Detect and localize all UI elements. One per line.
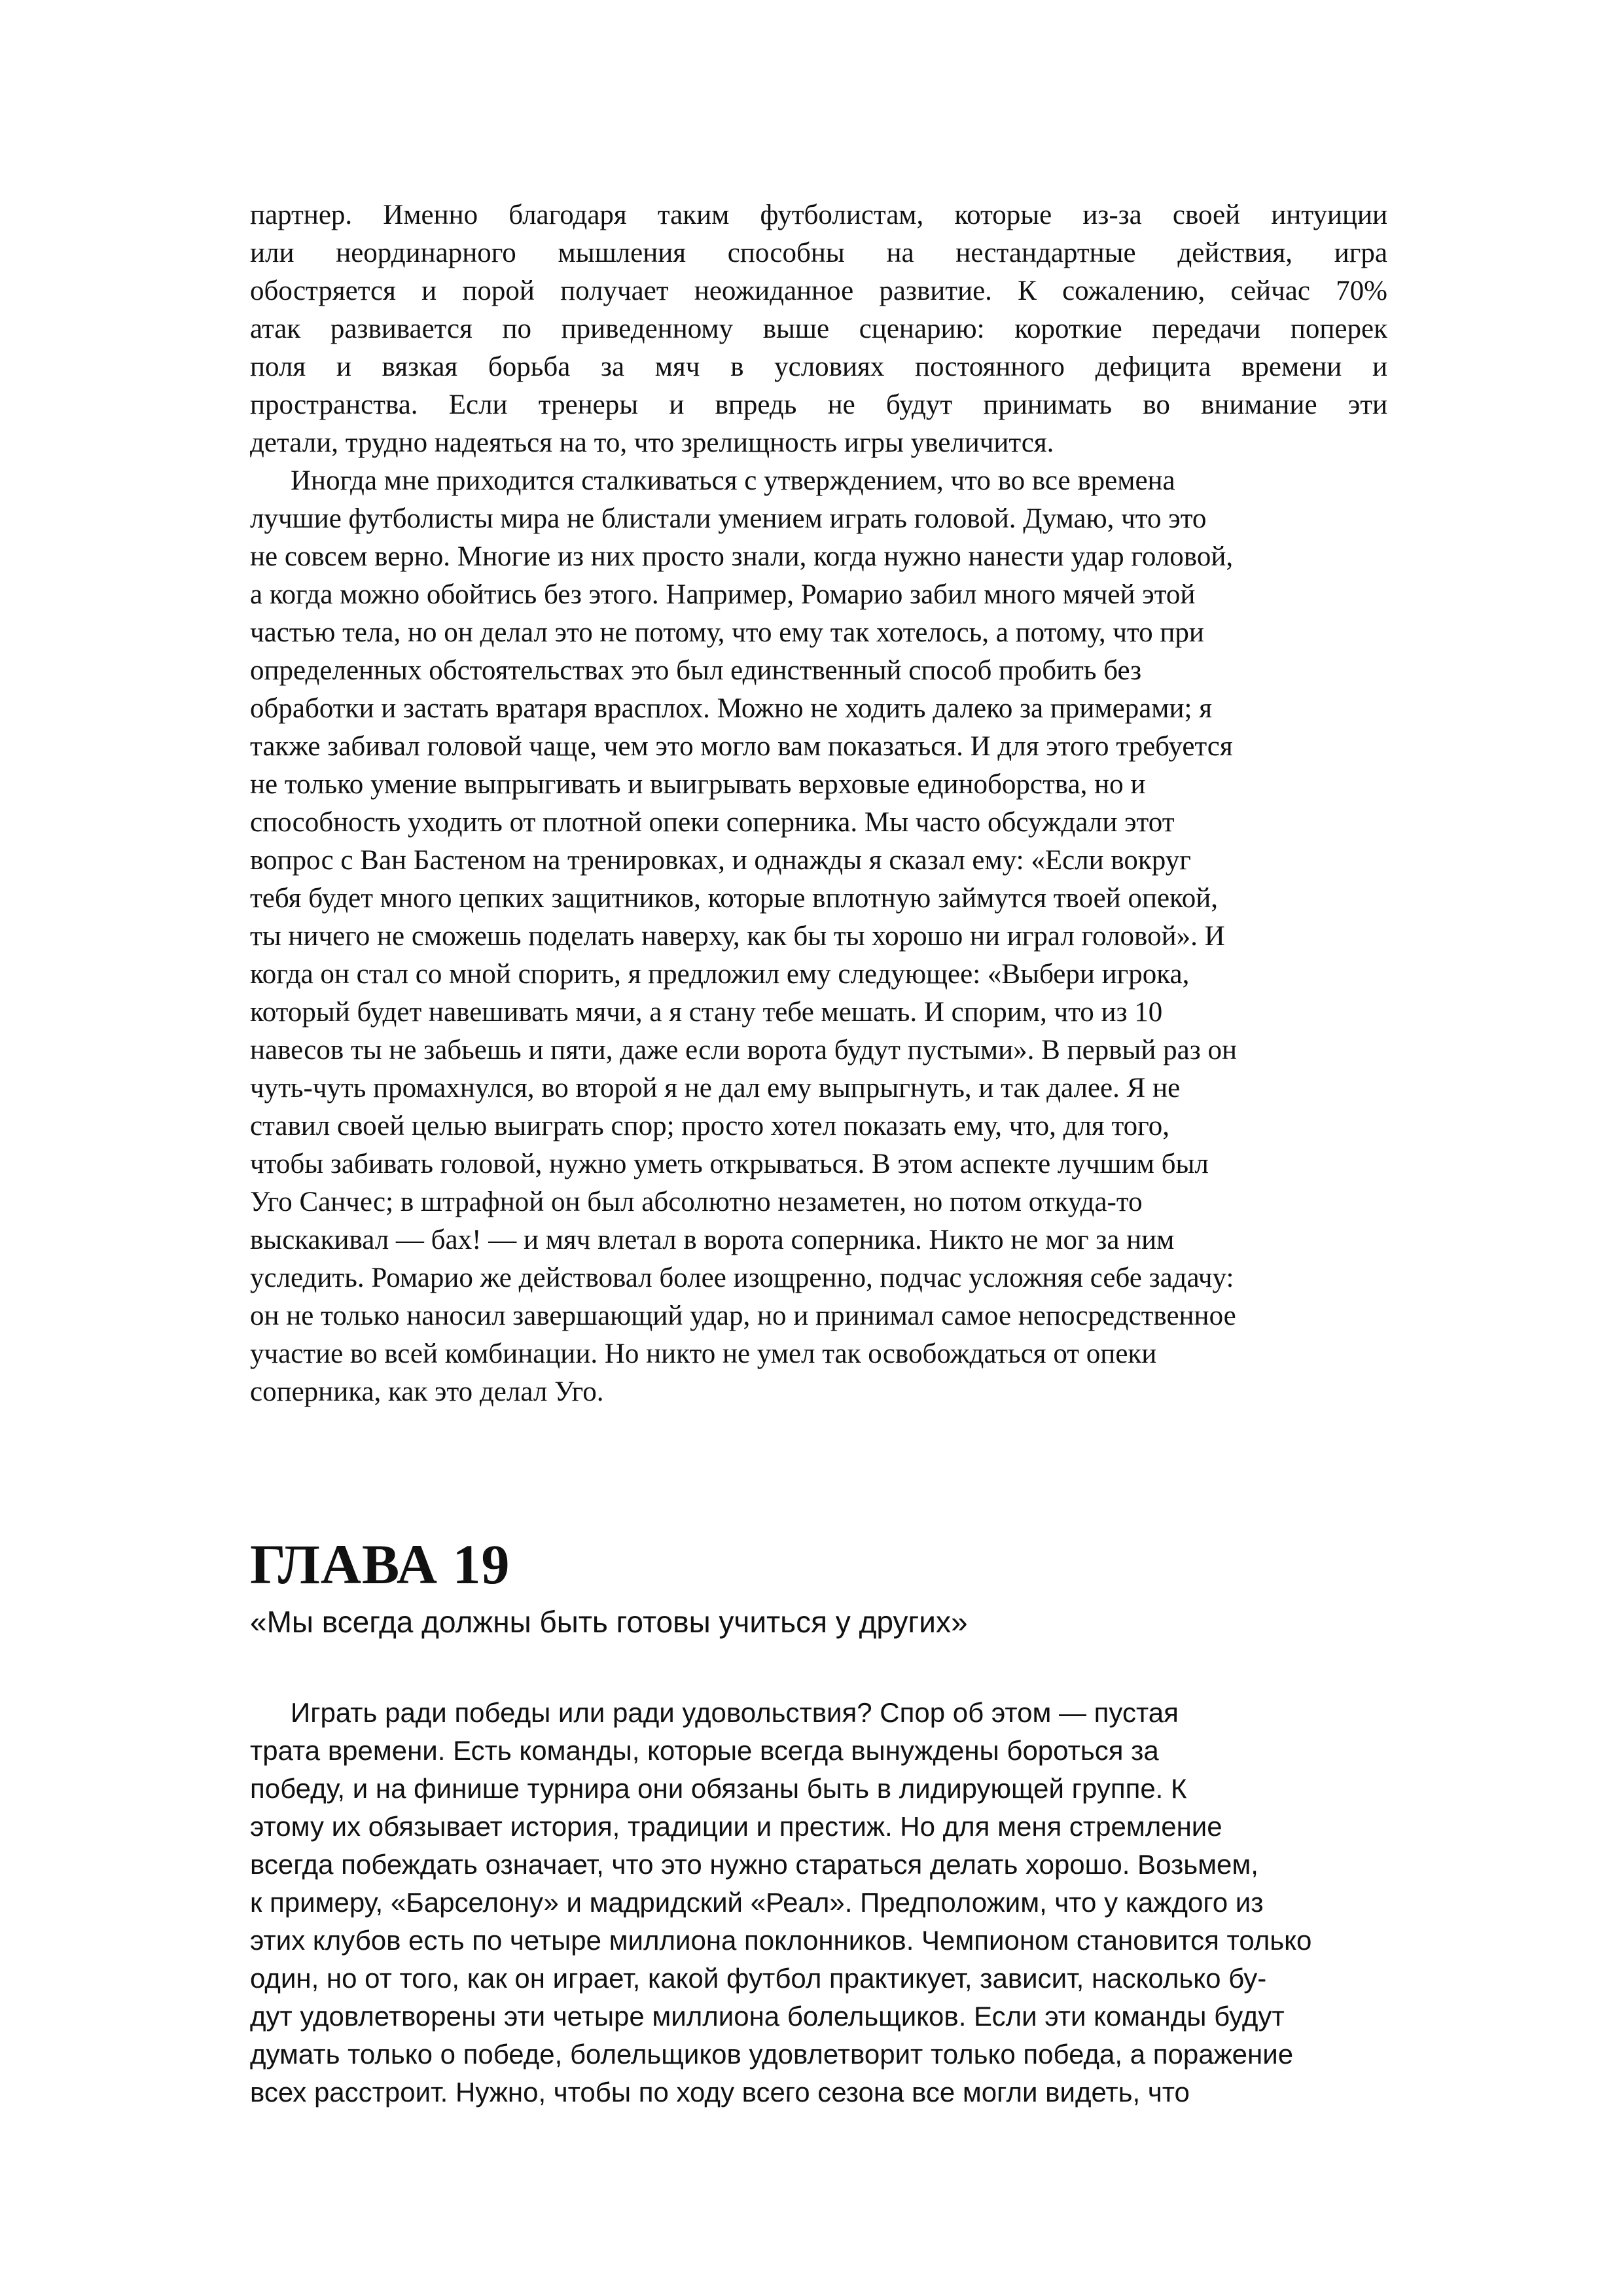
- paragraph-3-line: трата времени. Есть команды, которые всегда вынуждены бороться за: [250, 1735, 1159, 1766]
- paragraph-3-line: думать только о победе, болельщиков удовлетворит только победа, а поражение: [250, 2039, 1294, 2070]
- paragraph-1-line: или неординарного мышления способны на нестандартные действия, игра: [250, 238, 1387, 268]
- paragraph-2-line: чуть-чуть промахнулся, во второй я не дал ему выпрыгнуть, и так далее. Я не: [250, 1073, 1181, 1103]
- paragraph-2-line: частью тела, но он делал это не потому, что ему так хотелось, а потому, что при: [250, 617, 1204, 648]
- paragraph-2-line: обработки и застать вратаря врасплох. Можно не ходить далеко за примерами; я: [250, 693, 1212, 724]
- paragraph-2-line: он не только наносил завершающий удар, но и принимал самое непосредственное: [250, 1300, 1236, 1331]
- paragraph-2-line: когда он стал со мной спорить, я предложил ему следующее: «Выбери игрока,: [250, 959, 1190, 990]
- chapter-title: ГЛАВА 19: [250, 1533, 510, 1596]
- paragraph-2-line: чтобы забивать головой, нужно уметь открываться. В этом аспекте лучшим был: [250, 1149, 1209, 1179]
- paragraph-2-line: а когда можно обойтись без этого. Например, Ромарио забил много мячей этой: [250, 579, 1196, 610]
- paragraph-3-line: Играть ради победы или ради удовольствия? Спор об этом — пустая: [291, 1697, 1179, 1728]
- paragraph-2-line: также забивал головой чаще, чем это могло вам показаться. И для этого требуется: [250, 731, 1233, 762]
- paragraph-2-line: участие во всей комбинации. Но никто не умел так освобождаться от опеки: [250, 1338, 1157, 1369]
- paragraph-3-line: дут удовлетворены эти четыре миллиона болельщиков. Если эти команды будут: [250, 2001, 1285, 2032]
- chapter-subtitle: «Мы всегда должны быть готовы учиться у других»: [250, 1605, 968, 1639]
- paragraph-2-line: который будет навешивать мячи, а я стану тебе мешать. И спорим, что из 10: [250, 997, 1163, 1028]
- paragraph-3-line: к примеру, «Барселону» и мадридский «Реал». Предположим, что у каждого из: [250, 1887, 1264, 1918]
- paragraph-2-line: не совсем верно. Многие из них просто знали, когда нужно нанести удар головой,: [250, 541, 1234, 572]
- paragraph-3-line: победу, и на финише турнира они обязаны быть в лидирующей группе. К: [250, 1773, 1187, 1804]
- paragraph-2-line: уследить. Ромарио же действовал более изощренно, подчас усложняя себе задачу:: [250, 1263, 1234, 1293]
- paragraph-2-line: Иногда мне приходится сталкиваться с утверждением, что во все времена: [291, 465, 1175, 496]
- paragraph-3-line: этому их обязывает история, традиции и престиж. Но для меня стремление: [250, 1811, 1222, 1842]
- paragraph-2-line: ты ничего не сможешь поделать наверху, как бы ты хорошо ни играл головой». И: [250, 921, 1225, 952]
- paragraph-1-line: атак развивается по приведенному выше сценарию: короткие передачи поперек: [250, 314, 1387, 344]
- paragraph-1-line: обостряется и порой получает неожиданное развитие. К сожалению, сейчас 70%: [250, 276, 1387, 306]
- paragraph-3-line: этих клубов есть по четыре миллиона поклонников. Чемпионом становится только: [250, 1925, 1312, 1956]
- paragraph-1-line: детали, трудно надеяться на то, что зрелищность игры увеличится.: [250, 427, 1054, 458]
- paragraph-2-line: вопрос с Ван Бастеном на тренировках, и однажды я сказал ему: «Если вокруг: [250, 845, 1191, 876]
- paragraph-2-line: определенных обстоятельствах это был единственный способ пробить без: [250, 655, 1142, 686]
- paragraph-2-line: не только умение выпрыгивать и выигрывать верховые единоборства, но и: [250, 769, 1146, 800]
- paragraph-2-line: способность уходить от плотной опеки соперника. Мы часто обсуждали этот: [250, 807, 1175, 838]
- paragraph-3-line: один, но от того, как он играет, какой футбол практикует, зависит, насколько бу-: [250, 1963, 1267, 1994]
- paragraph-3-line: всех расстроит. Нужно, чтобы по ходу всего сезона все могли видеть, что: [250, 2077, 1190, 2108]
- paragraph-2-line: выскакивал — бах! — и мяч влетал в ворота соперника. Никто не мог за ним: [250, 1225, 1175, 1255]
- paragraph-2-line: соперника, как это делал Уго.: [250, 1376, 604, 1407]
- paragraph-3-line: всегда побеждать означает, что это нужно стараться делать хорошо. Возьмем,: [250, 1849, 1258, 1880]
- paragraph-2-line: Уго Санчес; в штрафной он был абсолютно незаметен, но потом откуда-то: [250, 1187, 1143, 1217]
- paragraph-2-line: лучшие футболисты мира не блистали умением играть головой. Думаю, что это: [250, 503, 1207, 534]
- paragraph-2-line: ставил своей целью выиграть спор; просто хотел показать ему, что, для того,: [250, 1111, 1169, 1141]
- paragraph-1-line: поля и вязкая борьба за мяч в условиях постоянного дефицита времени и: [250, 351, 1387, 382]
- paragraph-1-line: пространства. Если тренеры и впредь не будут принимать во внимание эти: [250, 389, 1387, 420]
- paragraph-2-line: тебя будет много цепких защитников, которые вплотную займутся твоей опекой,: [250, 883, 1219, 914]
- paragraph-2: [250, 462, 1387, 1411]
- paragraph-2-line: навесов ты не забьешь и пяти, даже если ворота будут пустыми». В первый раз он: [250, 1035, 1237, 1066]
- paragraph-1-line: партнер. Именно благодаря таким футболистам, которые из-за своей интуиции: [250, 200, 1387, 230]
- paragraph-3: [250, 1694, 1387, 2111]
- paragraph-1: [250, 196, 1387, 462]
